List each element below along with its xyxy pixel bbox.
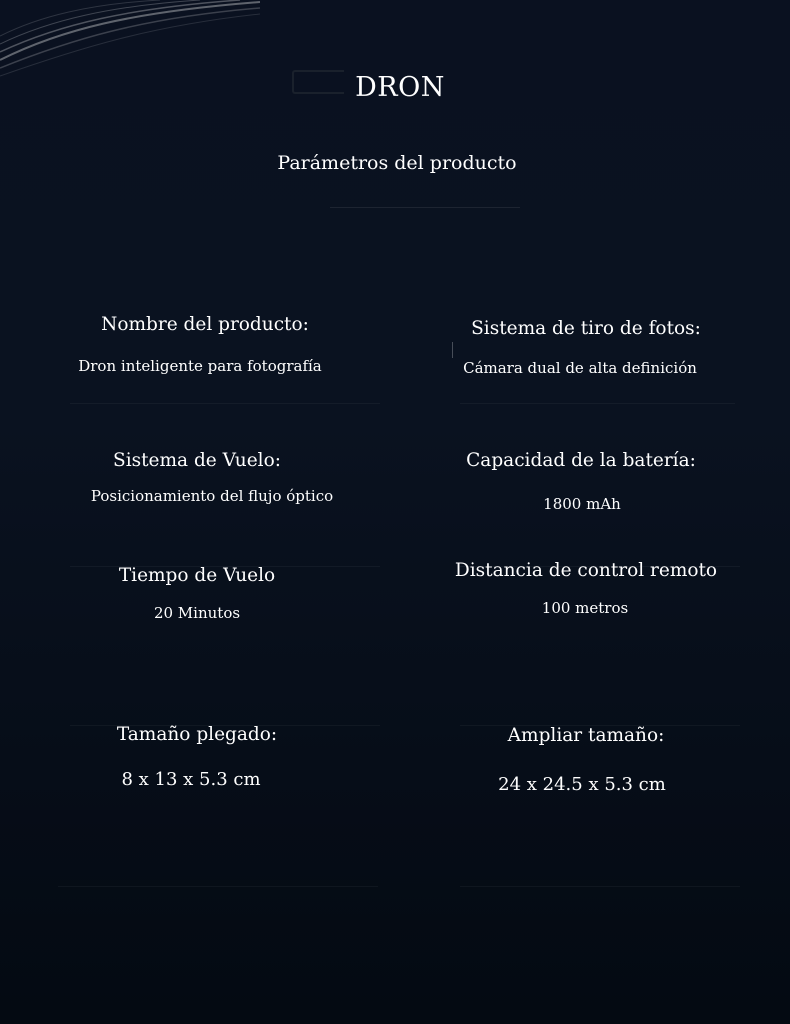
spec-label: Distancia de control remoto (454, 560, 718, 581)
spec-flight-time (62, 565, 332, 622)
spec-label: Capacidad de la batería: (466, 450, 696, 471)
spec-value: 1800 mAh (543, 495, 621, 513)
spec-value: Posicionamiento del flujo óptico (90, 487, 334, 505)
spec-flight-system (62, 450, 332, 505)
subtitle-divider (330, 207, 520, 208)
row-divider (58, 886, 378, 887)
spec-folded-size (62, 724, 332, 790)
spec-label: Tiempo de Vuelo (118, 565, 276, 586)
row-divider (70, 403, 380, 404)
spec-value: 100 metros (541, 599, 629, 617)
spec-value: 24 x 24.5 x 5.3 cm (498, 774, 666, 795)
spec-battery (446, 450, 716, 513)
spec-unfolded-size (451, 725, 721, 795)
spec-value: 8 x 13 x 5.3 cm (121, 769, 261, 790)
spec-remote-distance (450, 560, 722, 617)
row-divider (460, 403, 735, 404)
row-divider (460, 886, 740, 887)
spec-value: 20 Minutos (153, 604, 241, 622)
spec-value: Cámara dual de alta definición (463, 359, 697, 377)
spec-label: Ampliar tamaño: (507, 725, 665, 746)
spec-label: Sistema de Vuelo: (113, 450, 281, 471)
spec-label: Sistema de tiro de fotos: (471, 318, 701, 339)
spec-photo-system (450, 318, 722, 377)
page-subtitle: Parámetros del producto (277, 152, 517, 174)
spec-value: Dron inteligente para fotografía (78, 357, 322, 375)
page-title: DRON (355, 72, 445, 103)
spec-product-name (70, 314, 340, 375)
spec-label: Tamaño plegado: (116, 724, 278, 745)
spec-label: Nombre del producto: (101, 314, 309, 335)
